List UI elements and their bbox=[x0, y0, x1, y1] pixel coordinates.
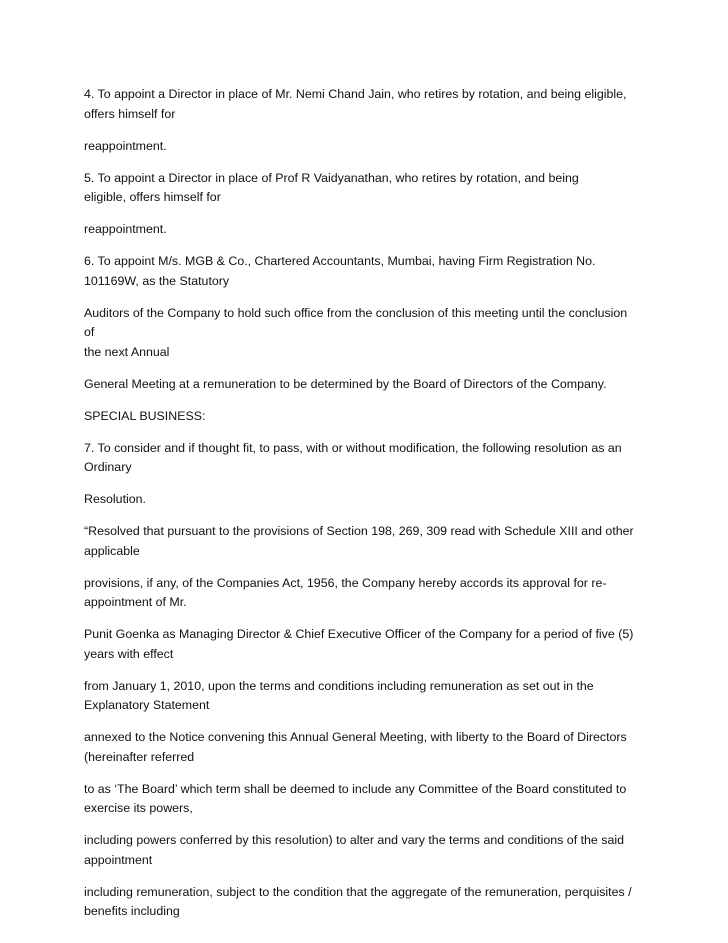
text-line: 101169W, as the Statutory bbox=[84, 273, 230, 288]
text-line: (hereinafter referred bbox=[84, 749, 195, 764]
text-line: offers himself for bbox=[84, 106, 176, 121]
text-line: the next Annual bbox=[84, 344, 170, 359]
item-6-paragraph bbox=[84, 252, 636, 291]
resolution-paragraph-1 bbox=[84, 522, 636, 561]
resolution-paragraph-7 bbox=[84, 831, 636, 870]
text-line: Explanatory Statement bbox=[84, 698, 210, 712]
item-7-continuation bbox=[84, 490, 636, 510]
text-line: Ordinary bbox=[84, 460, 132, 474]
text-line: SPECIAL BUSINESS: bbox=[84, 408, 206, 423]
text-line: Punit Goenka as Managing Director & Chief Executive Officer of the Company for a period of five (5) bbox=[84, 627, 634, 641]
text-line: to as ‘The Board’ which term shall be deemed to include any Committee of the Board constituted to bbox=[84, 781, 627, 796]
text-line: annexed to the Notice convening this Annual General Meeting, with liberty to the Board of Directors bbox=[84, 730, 627, 744]
text-line: 4. To appoint a Director in place of Mr. Nemi Chand Jain, who retires by rotation, and being eligible, bbox=[84, 87, 627, 101]
text-line: 5. To appoint a Director in place of Prof R Vaidyanathan, who retires by rotation, and being bbox=[84, 170, 579, 185]
text-line: reappointment. bbox=[84, 138, 167, 153]
text-line: Resolution. bbox=[84, 492, 146, 506]
item-4-paragraph bbox=[84, 85, 636, 124]
text-line: appointment of Mr. bbox=[84, 595, 187, 609]
item-6-continuation-2 bbox=[84, 375, 636, 395]
text-line: provisions, if any, of the Companies Act, 1956, the Company hereby accords its approval for re- bbox=[84, 575, 607, 590]
text-line: 6. To appoint M/s. MGB & Co., Chartered Accountants, Mumbai, having Firm Registration No. bbox=[84, 254, 596, 268]
text-line: years with effect bbox=[84, 646, 174, 661]
resolution-paragraph-3 bbox=[84, 625, 636, 664]
text-line: General Meeting at a remuneration to be determined by the Board of Directors of the Company. bbox=[84, 376, 607, 391]
text-line: including powers conferred by this resolution) to alter and vary the terms and conditions of the said bbox=[84, 833, 624, 847]
text-line: 7. To consider and if thought fit, to pass, with or without modification, the following resolution as an bbox=[84, 440, 622, 455]
resolution-paragraph-6 bbox=[84, 780, 636, 819]
resolution-paragraph-2 bbox=[84, 574, 636, 613]
resolution-paragraph-4 bbox=[84, 677, 636, 716]
resolution-paragraph-8 bbox=[84, 883, 636, 922]
text-line: including remuneration, subject to the condition that the aggregate of the remuneration, perquisites / bbox=[84, 884, 632, 899]
text-line: Auditors of the Company to hold such office from the conclusion of this meeting until the conclusion of bbox=[84, 305, 628, 339]
text-line: exercise its powers, bbox=[84, 801, 193, 815]
item-5-continuation bbox=[84, 220, 636, 240]
text-line: “Resolved that pursuant to the provisions of Section 198, 269, 309 read with Schedule XIII and other bbox=[84, 524, 634, 538]
resolution-paragraph-5 bbox=[84, 728, 636, 767]
text-line: appointment bbox=[84, 852, 153, 867]
text-line: applicable bbox=[84, 543, 140, 558]
special-business-heading bbox=[84, 407, 636, 427]
text-line: benefits including bbox=[84, 904, 180, 918]
item-6-continuation bbox=[84, 304, 636, 363]
text-line: from January 1, 2010, upon the terms and conditions including remuneration as set out in the bbox=[84, 678, 594, 693]
item-7-paragraph bbox=[84, 439, 636, 478]
text-line: reappointment. bbox=[84, 222, 167, 236]
item-4-continuation bbox=[84, 137, 636, 157]
item-5-paragraph bbox=[84, 169, 636, 208]
text-line: eligible, offers himself for bbox=[84, 190, 221, 204]
